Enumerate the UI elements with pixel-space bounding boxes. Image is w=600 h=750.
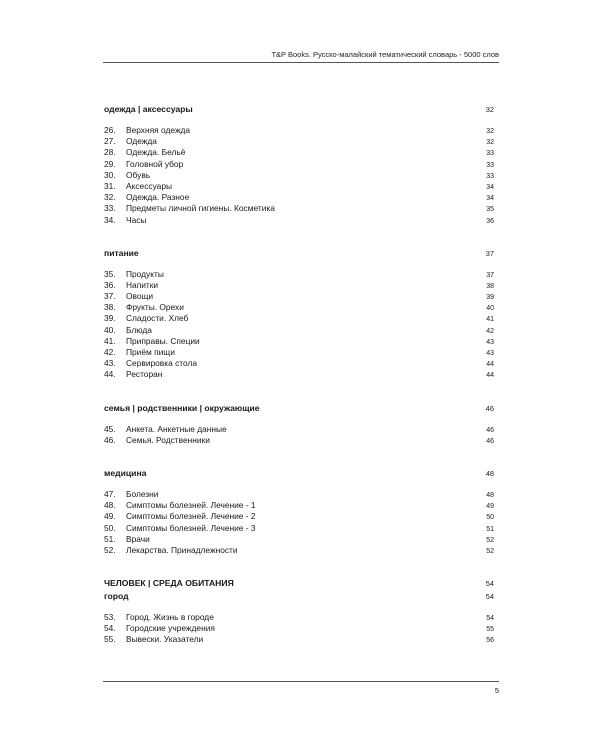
entry-page: 42 bbox=[486, 327, 494, 335]
toc-entry[interactable] bbox=[104, 358, 494, 369]
entry-title: Одежда. Бельё bbox=[126, 147, 186, 158]
entry-title: Симптомы болезней. Лечение - 2 bbox=[126, 511, 256, 522]
entry-title: Напитки bbox=[126, 279, 159, 290]
entry-page: 33 bbox=[486, 161, 494, 169]
toc-section-city bbox=[104, 577, 494, 646]
section-page: 54 bbox=[485, 592, 494, 602]
toc-entry[interactable] bbox=[104, 545, 494, 556]
entry-number: 48. bbox=[104, 500, 116, 511]
entry-title: Врачи bbox=[126, 533, 150, 544]
entry-page: 52 bbox=[486, 536, 494, 544]
table-of-contents bbox=[104, 103, 494, 646]
entry-title: Овощи bbox=[126, 291, 154, 302]
entry-number: 34. bbox=[104, 214, 116, 225]
entry-number: 47. bbox=[104, 488, 116, 499]
toc-entry[interactable] bbox=[104, 336, 494, 347]
entry-page: 37 bbox=[486, 271, 494, 279]
entry-number: 51. bbox=[104, 533, 116, 544]
entry-number: 27. bbox=[104, 136, 116, 147]
entry-title: Лекарства. Принадлежности bbox=[126, 544, 238, 555]
section-title-text: семья | родственники | окружающие bbox=[104, 402, 260, 413]
toc-entry[interactable] bbox=[104, 500, 494, 511]
entry-page: 40 bbox=[486, 305, 494, 313]
entry-page: 43 bbox=[486, 350, 494, 357]
entry-number: 53. bbox=[104, 612, 116, 623]
entry-title: Обувь bbox=[126, 169, 151, 180]
entry-title: Болезни bbox=[126, 488, 159, 499]
entry-number: 50. bbox=[104, 522, 116, 533]
entry-page: 56 bbox=[486, 637, 494, 645]
section-title[interactable] bbox=[104, 247, 494, 260]
toc-entry[interactable] bbox=[104, 291, 494, 302]
entry-title: Головной убор bbox=[126, 158, 184, 169]
entry-number: 29. bbox=[104, 158, 116, 169]
part-page: 54 bbox=[485, 579, 494, 589]
entry-title: Вывески. Указатели bbox=[126, 634, 204, 645]
entry-number: 38. bbox=[104, 302, 116, 313]
section-page: 37 bbox=[485, 248, 494, 258]
toc-entry[interactable] bbox=[104, 634, 494, 645]
entry-title: Сервировка стола bbox=[126, 358, 198, 369]
entry-title: Приправы. Специи bbox=[126, 335, 200, 346]
entry-number: 28. bbox=[104, 147, 116, 158]
toc-entry[interactable] bbox=[104, 192, 494, 203]
entry-page: 38 bbox=[486, 282, 494, 290]
entry-number: 55. bbox=[104, 634, 116, 645]
toc-entry[interactable] bbox=[104, 612, 494, 623]
entry-number: 40. bbox=[104, 324, 116, 335]
entry-number: 42. bbox=[104, 347, 116, 357]
entry-title: Город. Жизнь в городе bbox=[126, 612, 214, 623]
entry-page: 41 bbox=[486, 316, 494, 324]
toc-section-clothing bbox=[104, 103, 494, 226]
page-footer bbox=[103, 681, 499, 695]
entry-title: Одежда bbox=[126, 136, 157, 147]
entry-number: 41. bbox=[104, 335, 116, 346]
entry-page: 44 bbox=[486, 361, 494, 369]
entry-page: 48 bbox=[486, 491, 494, 499]
toc-entry[interactable] bbox=[104, 313, 494, 324]
entry-title: Симптомы болезней. Лечение - 1 bbox=[126, 500, 256, 511]
entry-number: 54. bbox=[104, 623, 116, 634]
page-header bbox=[103, 50, 499, 63]
entry-number: 52. bbox=[104, 544, 116, 555]
entry-page: 35 bbox=[486, 206, 494, 214]
toc-entry[interactable] bbox=[104, 280, 494, 291]
entry-page: 32 bbox=[486, 139, 494, 147]
toc-entry[interactable] bbox=[104, 302, 494, 313]
section-page: 32 bbox=[485, 105, 494, 114]
header-title: T&P Books. Русско-малайский тематический словарь - 5000 слов bbox=[271, 50, 499, 59]
toc-entry[interactable] bbox=[104, 523, 494, 534]
entry-page: 33 bbox=[486, 172, 494, 180]
entry-number: 26. bbox=[104, 125, 116, 135]
section-title-text: одежда | аксессуары bbox=[104, 104, 193, 114]
entry-title: Семья. Родственники bbox=[126, 434, 210, 445]
entry-title: Сладости. Хлеб bbox=[126, 313, 189, 324]
section-title[interactable] bbox=[104, 467, 494, 480]
entry-title: Верхняя одежда bbox=[126, 125, 191, 135]
entry-title: Симптомы болезней. Лечение - 3 bbox=[126, 522, 256, 533]
part-title-text: ЧЕЛОВЕК | СРЕДА ОБИТАНИЯ bbox=[104, 578, 234, 589]
toc-entry[interactable] bbox=[104, 136, 494, 147]
toc-entry[interactable] bbox=[104, 147, 494, 158]
entry-title: Анкета. Анкетные данные bbox=[126, 423, 227, 434]
page-number: 5 bbox=[494, 686, 499, 695]
entry-page: 33 bbox=[486, 150, 494, 158]
entry-page: 46 bbox=[486, 437, 494, 445]
entry-page: 55 bbox=[486, 626, 494, 634]
toc-entry[interactable] bbox=[104, 511, 494, 522]
toc-section-food bbox=[104, 247, 494, 381]
entry-page: 51 bbox=[486, 525, 494, 533]
entry-number: 35. bbox=[104, 268, 116, 279]
entry-number: 49. bbox=[104, 511, 116, 522]
entry-number: 43. bbox=[104, 358, 116, 369]
entry-page: 44 bbox=[486, 372, 494, 380]
entry-title: Ресторан bbox=[126, 369, 163, 380]
toc-entry[interactable] bbox=[104, 170, 494, 181]
entry-page: 34 bbox=[486, 195, 494, 203]
toc-entry[interactable] bbox=[104, 215, 494, 226]
entry-page: 50 bbox=[486, 514, 494, 522]
entry-number: 33. bbox=[104, 203, 116, 214]
entry-page: 39 bbox=[486, 294, 494, 302]
section-title[interactable] bbox=[104, 402, 494, 415]
toc-entry[interactable] bbox=[104, 435, 494, 446]
toc-entry[interactable] bbox=[104, 369, 494, 380]
entry-title: Приём пищи bbox=[126, 347, 175, 357]
section-page: 48 bbox=[485, 468, 494, 478]
entry-title: Часы bbox=[126, 214, 147, 225]
toc-entry[interactable] bbox=[104, 623, 494, 634]
entry-number: 44. bbox=[104, 369, 116, 380]
toc-entry[interactable] bbox=[104, 325, 494, 336]
entry-page: 54 bbox=[486, 615, 494, 623]
toc-entry[interactable] bbox=[104, 489, 494, 500]
entry-page: 32 bbox=[486, 128, 494, 135]
toc-section-medicine bbox=[104, 467, 494, 556]
entry-title: Аксессуары bbox=[126, 180, 172, 191]
entry-number: 32. bbox=[104, 192, 116, 203]
toc-entry[interactable] bbox=[104, 269, 494, 280]
toc-entry[interactable] bbox=[104, 125, 494, 136]
section-title-text: город bbox=[104, 591, 129, 602]
entry-page: 52 bbox=[486, 547, 494, 555]
section-title-text: медицина bbox=[104, 467, 147, 478]
toc-entry[interactable] bbox=[104, 424, 494, 435]
entry-number: 39. bbox=[104, 313, 116, 324]
toc-entry[interactable] bbox=[104, 203, 494, 214]
entry-page: 43 bbox=[486, 338, 494, 346]
section-title[interactable] bbox=[104, 590, 494, 603]
entry-title: Предметы личной гигиены. Косметика bbox=[126, 203, 275, 214]
entry-title: Блюда bbox=[126, 324, 152, 335]
toc-section-family bbox=[104, 402, 494, 446]
section-title-text: питание bbox=[104, 247, 139, 258]
entry-number: 46. bbox=[104, 434, 116, 445]
part-title[interactable] bbox=[104, 577, 494, 590]
entry-number: 36. bbox=[104, 279, 116, 290]
toc-entry[interactable] bbox=[104, 159, 494, 170]
entry-page: 36 bbox=[486, 217, 494, 225]
toc-entry[interactable] bbox=[104, 347, 494, 358]
entry-page: 49 bbox=[486, 503, 494, 511]
entry-number: 30. bbox=[104, 169, 116, 180]
section-title[interactable] bbox=[104, 103, 494, 116]
entry-title: Продукты bbox=[126, 268, 164, 279]
entry-number: 37. bbox=[104, 291, 116, 302]
section-page: 46 bbox=[485, 403, 494, 413]
entry-number: 45. bbox=[104, 423, 116, 434]
toc-entry[interactable] bbox=[104, 534, 494, 545]
entry-page: 46 bbox=[486, 426, 494, 434]
entry-title: Фрукты. Орехи bbox=[126, 302, 184, 313]
toc-entry[interactable] bbox=[104, 181, 494, 192]
entry-title: Городские учреждения bbox=[126, 623, 215, 634]
entry-number: 31. bbox=[104, 180, 116, 191]
entry-title: Одежда. Разное bbox=[126, 192, 190, 203]
entry-page: 34 bbox=[486, 183, 494, 191]
